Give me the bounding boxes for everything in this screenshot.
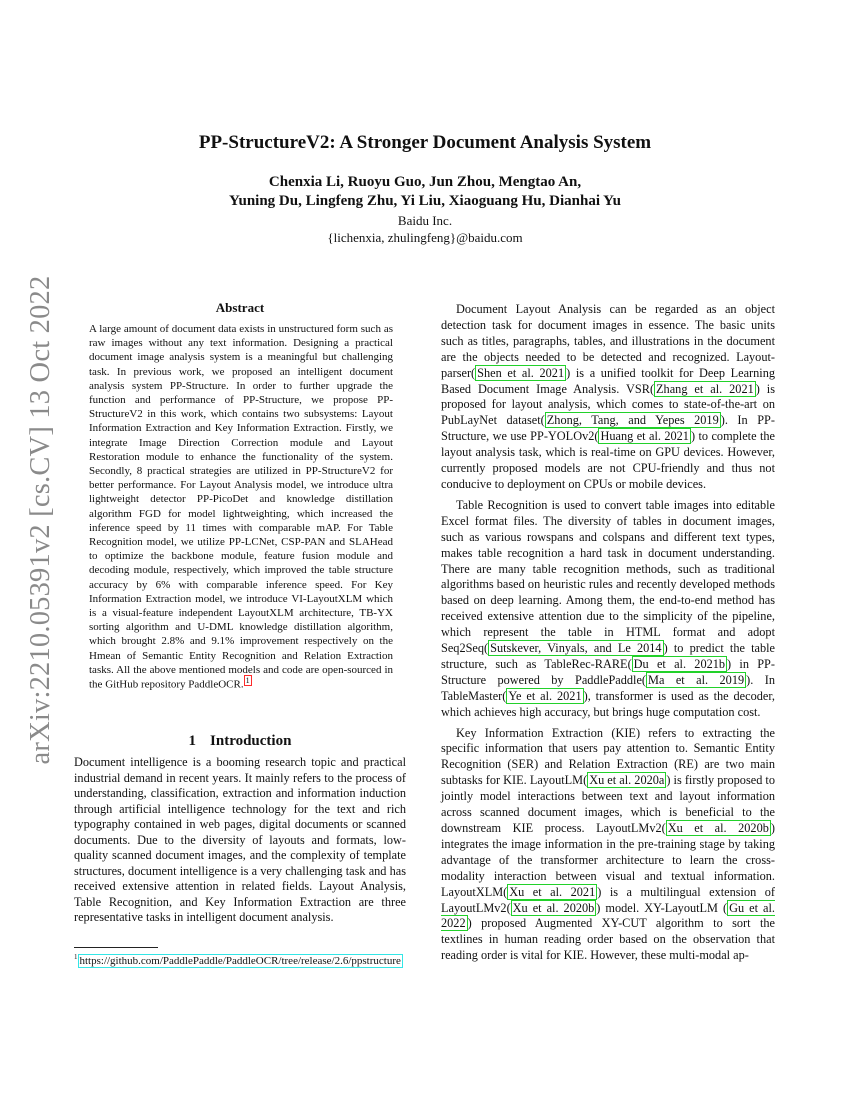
citation-link[interactable]: Ma et al. 2019	[648, 672, 745, 687]
citation-link[interactable]: Zhang et al. 2021	[656, 381, 754, 396]
text-run: ) in PP-Structure powered by PaddlePaddle(	[441, 656, 775, 687]
text-run: ) is proposed for layout analysis, which comes to state-of-the-art on PubLayNet dataset(	[441, 381, 776, 428]
section-number: 1	[188, 733, 197, 749]
citation-link[interactable]: Shen et al. 2021	[477, 365, 565, 380]
arxiv-sidebar	[19, 275, 63, 765]
author-line-1: Chenxia Li, Ruoyu Guo, Jun Zhou, Mengtao An,	[268, 174, 582, 190]
text-run: ) model. XY-LayoutLM (	[596, 900, 728, 915]
text-run: Document Layout Analysis can be regarded as an object detection task for document images in essence. The basic units such as titles, paragraphs, tables, and illustrations in the document are the objects needed to be detected and recognized. Layout-parser(	[441, 302, 775, 380]
abstract-heading: Abstract	[215, 300, 265, 315]
text-run: ) integrates the image information in the pre-training stage by taking advantage of the transformer architecture to learn the cross-modality interaction between visual and textual information. LayoutXLM(	[441, 821, 775, 899]
footnote-url-link[interactable]: https://github.com/PaddlePaddle/PaddleOCR/tree/release/2.6/ppstructure	[79, 954, 401, 967]
text-run: ). In TableMaster(	[441, 672, 775, 703]
text-run: Key Information Extraction (KIE) refers to extracting the specific information that users pay attention to. Semantic Entity Recognition (SER) and Relation Extraction (RE) are two main subtasks for KIE. LayoutLM(	[441, 725, 775, 788]
citation-link[interactable]: Huang et al. 2021	[600, 429, 689, 444]
introduction-body	[74, 755, 406, 926]
introduction-paragraph: Document intelligence is a booming research topic and practical industrial demand in recent years. It mainly refers to the process of understanding, classification, extraction and information induction through artificial intelligence technology for the text and rich typography contained in web pages, digital documents or scanned documents. Due to the diversity of layouts and formats, low-quality scanned document images, and the complexity of template structures, document intelligence is a very challenging task and has received extensive attention in related fields. Layout Analysis, Table Recognition, and Key Information Extraction are three representative tasks in intelligent document analysis.	[74, 755, 406, 924]
text-run: ) proposed Augmented XY-CUT algorithm to sort the textlines in human reading order based on the observation that reading order is vital for KIE. However, these multi-modal ap-	[441, 916, 775, 963]
paragraph-layout-analysis	[441, 302, 775, 493]
paper-title: PP-StructureV2: A Stronger Document Analysis System	[198, 132, 652, 153]
footnote	[74, 950, 406, 968]
citation-link[interactable]: Zhong, Tang, and Yepes 2019	[546, 413, 719, 428]
text-run: ) is firstly proposed to jointly model interactions between text and layout information across scanned document images, which is beneficial to the downstream KIE process. LayoutLMv2(	[441, 773, 775, 835]
author-emails: {lichenxia, zhulingfeng}@baidu.com	[327, 230, 523, 245]
paragraph-key-information-extraction	[441, 726, 775, 965]
citation-link[interactable]: Xu et al. 2020b	[512, 900, 595, 915]
text-run: ) is a multilingual extension of LayoutLMv2(	[441, 884, 775, 915]
footnote-mark: 1	[74, 953, 78, 961]
arxiv-identifier[interactable]: arXiv:2210.05391v2 [cs.CV] 13 Oct 2022	[25, 275, 56, 765]
citation-link[interactable]: Xu et al. 2020b	[667, 821, 769, 835]
abstract-text: A large amount of document data exists in unstructured form such as raw images without any text information. Designing a practical document image analysis system is a meaningful but challenging task. In previous work, we proposed an intelligent document analysis system PP-Structure. In order to further upgrade the function and performance of PP-Structure, we propose PP-StructureV2 in this work, which contains two subsystems: Layout Information Extraction and Key Information Extraction. Firstly, we integrate Image Direction Correction module and Layout Restoration module to enhance the functionality of the system. Secondly, 8 practical strategies are utilized in PP-StructureV2 for better performance. For Layout Analysis model, we introduce ultra lightweight detector PP-PicoDet and knowledge distillation algorithm FGD for model lightweighting, which increased the inference speed by 11 times with comparable mAP. For Table Recognition model, we utilize PP-LCNet, CSP-PAN and SLAHead to optimize the backbone module, feature fusion module and decoding module, respectively, which improved the table structure accuracy by 6% with comparable inference speed. For Key Information Extraction model, we introduce VI-LayoutXLM which is a visual-feature independent LayoutXLM architecture, TB-YX sorting algorithm and U-DML knowledge distillation algorithm, which brought 2.8% and 9.1% improvement respectively on the Hmean of Semantic Entity Recognition and Relation Extraction tasks. All the above mentioned models and code are open-sourced in the GitHub repository PaddleOCR.	[89, 323, 393, 691]
citation-link[interactable]: Xu et al. 2020a	[589, 773, 665, 788]
section-heading-introduction	[74, 733, 406, 750]
affiliation: Baidu Inc.	[397, 213, 453, 228]
paragraph-table-recognition	[441, 498, 775, 721]
author-line-2: Yuning Du, Lingfeng Zhu, Yi Liu, Xiaoguang Hu, Dianhai Yu	[229, 193, 621, 209]
citation-link[interactable]: Ye et al. 2021	[508, 688, 582, 703]
affiliation-block	[0, 212, 850, 246]
citation-link[interactable]: Xu et al. 2021	[509, 884, 596, 899]
footnote-divider	[74, 947, 158, 948]
text-run: ) to complete the layout analysis task, which is real-time on GPU devices. However, currently proposed models are not CPU-friendly and thus not conducive to deployment on CPUs or mobile devices.	[441, 429, 775, 491]
abstract-body	[89, 322, 393, 692]
author-list	[0, 173, 850, 211]
text-run: ), transformer is used as the decoder, which achieves high accuracy, but brings huge computation cost.	[441, 688, 776, 719]
citation-link[interactable]: Du et al. 2021b	[633, 656, 726, 671]
citation-link[interactable]: Sutskever, Vinyals, and Le 2014	[490, 641, 662, 656]
text-run: ) is a unified toolkit for Deep Learning Based Document Image Analysis. VSR(	[441, 365, 776, 396]
text-run: Table Recognition is used to convert table images into editable Excel format files. The diversity of tables in document images, such as various rowspans and colspans and different text types, makes table recognition a hard task in document understanding. There are many table recognition methods, such as traditional algorithms based on heuristic rules and recently developed methods based on deep learning. Among them, the end-to-end method has received extensive attention due to the simplicity of the pipeline, which represent the table in HTML format and adopt Seq2Seq(	[441, 497, 775, 656]
abstract-paragraph	[89, 322, 393, 692]
text-run: ). In PP-Structure, we use PP-YOLOv2(	[441, 413, 775, 444]
citation-link[interactable]: Gu et al. 2022	[441, 900, 775, 931]
section-title: Introduction	[210, 733, 292, 749]
text-run: ) to predict the table structure, such as TableRec-RARE(	[441, 641, 775, 671]
footnote-link[interactable]: 1	[245, 676, 250, 686]
right-column	[441, 302, 775, 964]
